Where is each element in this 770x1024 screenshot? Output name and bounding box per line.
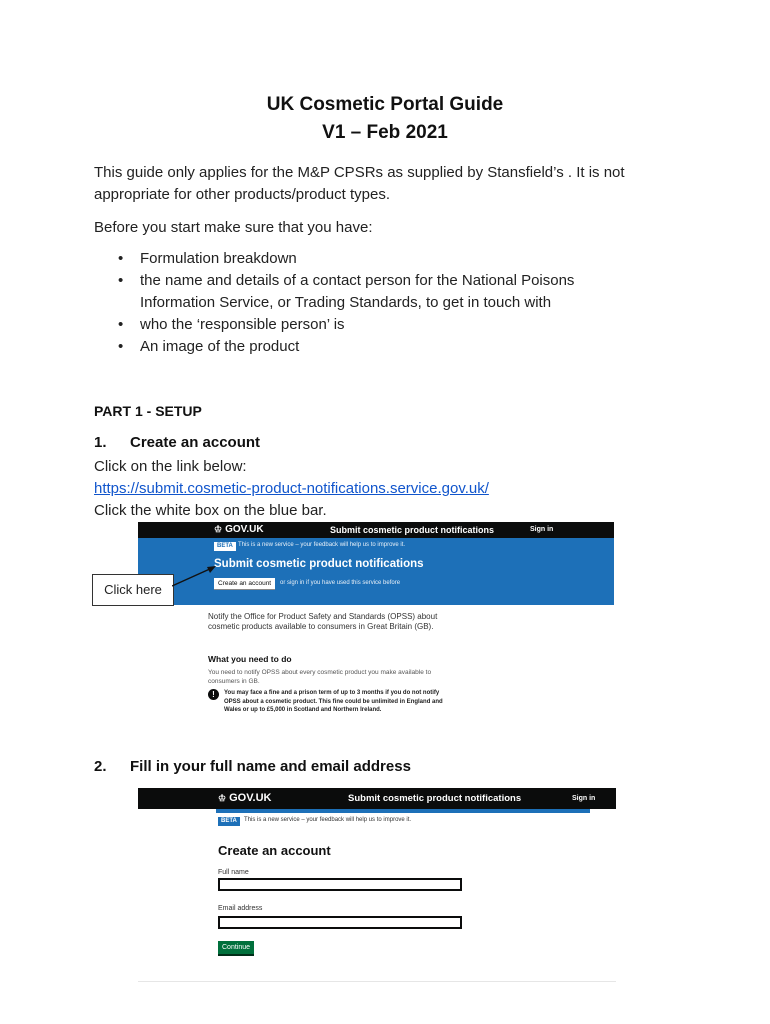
- crown-icon: ♔: [214, 524, 223, 534]
- sign-in-link[interactable]: Sign in: [530, 526, 554, 533]
- screenshot-create-account: [138, 788, 616, 988]
- notify-text: Notify the Office for Product Safety and Standards (OPSS) about cosmetic products available to consumers in Great Britain (GB).: [208, 612, 438, 631]
- divider: [138, 981, 616, 982]
- beta-banner-text: This is a new service – your feedback will help us to improve it.: [238, 542, 406, 548]
- doc-title-line2: V1 – Feb 2021: [322, 122, 448, 143]
- intro-paragraph: This guide only applies for the M&P CPSRs as supplied by Stansfield’s . It is not appropriate for other products/product types.: [94, 164, 625, 203]
- step2-heading: 2. Fill in your full name and email address: [94, 758, 411, 775]
- screenshot-start-page: [138, 522, 614, 742]
- govuk-header: [138, 788, 616, 809]
- need-text: You need to notify OPSS about every cosmetic product you make available to consumers in GB.: [208, 669, 432, 685]
- what-you-need-heading: What you need to do: [208, 654, 292, 664]
- full-name-field[interactable]: [218, 878, 462, 891]
- govuk-logo[interactable]: ♔ GOV.UK: [218, 792, 272, 804]
- click-link-text: Click on the link below:: [94, 458, 247, 475]
- beta-tag: BETA: [218, 817, 240, 826]
- continue-button[interactable]: Continue: [218, 941, 254, 954]
- create-account-button[interactable]: Create an account: [214, 578, 275, 590]
- govuk-logo[interactable]: ♔ GOV.UK: [214, 524, 264, 535]
- email-label: Email address: [218, 905, 263, 912]
- list-item: • Formulation breakdown: [118, 250, 297, 267]
- part1-heading: PART 1 - SETUP: [94, 403, 202, 419]
- step1-heading: 1. Create an account: [94, 434, 261, 451]
- service-title[interactable]: Submit cosmetic product notifications: [330, 525, 495, 535]
- list-item: • the name and details of a contact person for the National Poisons Information Service, or Trading Standards, to get in touch with: [118, 272, 575, 311]
- doc-title-line1: UK Cosmetic Portal Guide: [266, 94, 504, 115]
- warning-icon: !: [208, 689, 219, 700]
- start-heading: Submit cosmetic product notifications: [214, 558, 424, 570]
- service-title[interactable]: Submit cosmetic product notifications: [348, 793, 522, 804]
- click-here-callout: Click here: [92, 574, 174, 606]
- create-account-heading: Create an account: [218, 843, 331, 858]
- list-item: • An image of the product: [118, 338, 300, 355]
- govuk-header: [138, 522, 614, 538]
- beta-banner-text: This is a new service – your feedback will help us to improve it.: [244, 817, 412, 823]
- sign-in-text[interactable]: or sign in if you have used this service before: [280, 580, 401, 586]
- crown-icon: ♔: [218, 793, 227, 803]
- sign-in-link[interactable]: Sign in: [572, 795, 596, 802]
- warning-text: You may face a fine and a prison term of up to 3 months if you do not notify OPSS about a cosmetic product. This fine could be unlimited in England and Wales or up to £5,000 in Scotland and Northern Ireland.: [224, 690, 443, 713]
- list-item: • who the ‘responsible person’ is: [118, 316, 345, 333]
- email-field[interactable]: [218, 916, 462, 929]
- beta-tag: BETA: [214, 542, 236, 551]
- portal-url-link[interactable]: https://submit.cosmetic-product-notifications.service.gov.uk/: [94, 480, 489, 497]
- full-name-label: Full name: [218, 869, 249, 876]
- header-underline: [216, 809, 590, 813]
- click-white-box-text: Click the white box on the blue bar.: [94, 502, 327, 519]
- before-start-text: Before you start make sure that you have:: [94, 219, 373, 236]
- callout-arrow-icon: [172, 560, 217, 590]
- requirements-list: [94, 248, 640, 358]
